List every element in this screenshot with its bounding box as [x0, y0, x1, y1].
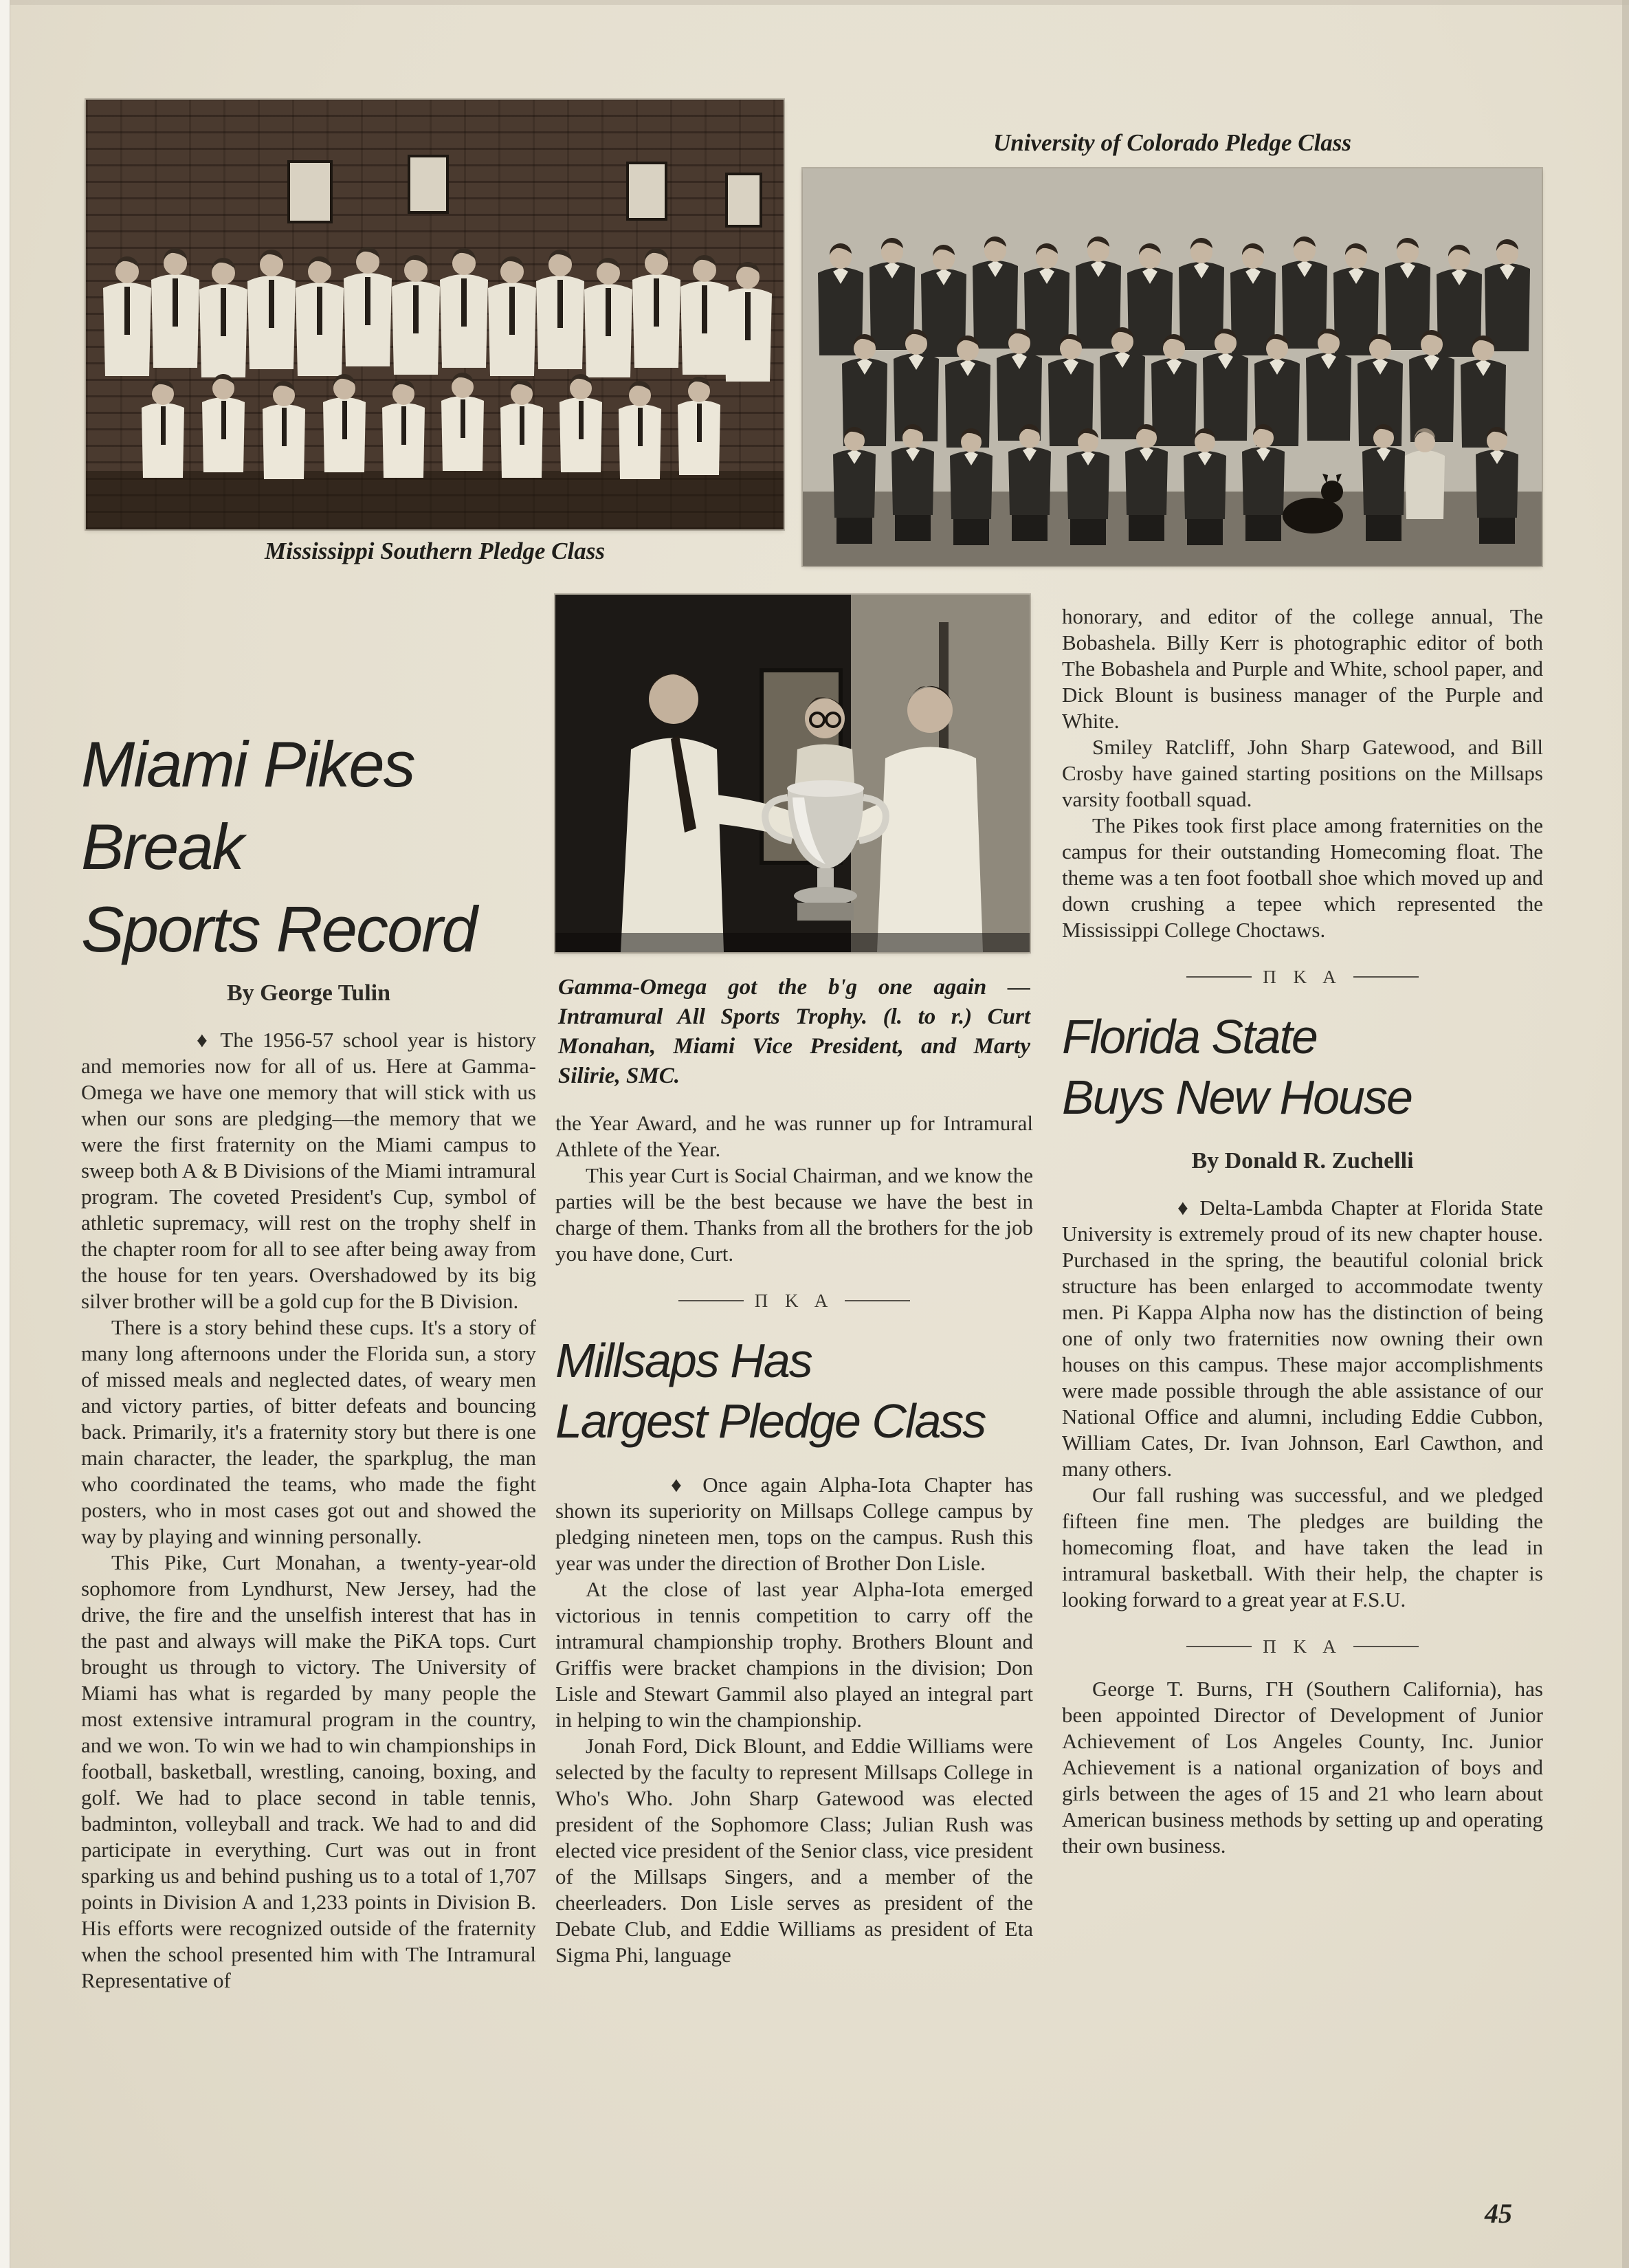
page-left-edge — [0, 0, 10, 2268]
trophy-photo — [555, 595, 1030, 952]
group-photo-illustration — [86, 100, 784, 529]
pika-divider-text: Π K A — [1263, 1636, 1342, 1657]
divider-rule — [1186, 1646, 1252, 1647]
paragraph: George T. Burns, ΓH (Southern California), has been appointed Director of Development of Junior Achievement of Los Angeles County, Inc. Junior Achievement is a national organization of boys and girls between the ages of 15 and 21 who learn about American business methods by setting up and operating their own business. — [1062, 1677, 1543, 1858]
article-fsu-title — [1062, 1006, 1543, 1127]
divider-rule — [678, 1300, 744, 1301]
paragraph: This Pike, Curt Monahan, a twenty-year-old sophomore from Lyndhurst, New Jersey, had the drive, the fire and the unselfish interest that has in the past and always will make the PiKA tops. Curt brought us through to victory. The University of Miami has what is regarded by many people the most extensive intramural program in the country, and we won. To win we had to win championships in football, basketball, wrestling, canoing, boxing, and golf. We had to place second in table tennis, badminton, volleyball and track. We had to and did participate in everything. Curt was out in front sparking us and behind pushing us to a total of 1,707 points in Division A and 1,233 points in Division B. His efforts were recognized outside of the fraternity when the school presented him with The Intramural Representative of — [81, 1550, 536, 1992]
pika-divider-text: Π K A — [1263, 967, 1342, 987]
pika-divider — [1062, 1633, 1543, 1660]
paragraph: At the close of last year Alpha-Iota emerged victorious in tennis competition to carry off the intramural championship trophy. Brothers Blount and Griffis were bracket champions in the division; Don Lisle and Stewart Gammil also played an integral part in helping to win the championship. — [555, 1577, 1033, 1732]
headline-line: Largest Pledge Class — [555, 1394, 986, 1448]
paragraph: honorary, and editor of the college annual, The Bobashela. Billy Kerr is photographic editor of both The Bobashela and Purple and White, school paper, and Dick Blount is business manager of the Purple and White. — [1062, 604, 1543, 733]
paragraph: ♦ The 1956-57 school year is history and memories now for all of us. Here at Gamma-Omega we have one memory that will stick with us when our sons are pledging—the memory that we were the first fraternity on the Miami campus to sweep both A & B Divisions of the Miami intramural program. The coveted President's Cup, symbol of athletic supremacy, will rest on the trophy shelf in the chapter room for all to see after being away from the house for ten years. Overshadowed by its big silver brother will be a gold cup for the B Division. — [81, 1028, 536, 1313]
group-photo-illustration — [803, 168, 1542, 566]
colorado-photo-caption: University of Colorado Pledge Class — [993, 129, 1352, 156]
divider-rule — [1353, 1646, 1419, 1647]
headline-line: Millsaps Has — [555, 1334, 812, 1387]
divider-rule — [845, 1300, 910, 1301]
paragraph: This year Curt is Social Chairman, and we know the parties will be the best because we have the best in charge of them. Thanks from all the brothers for the job you have done, Curt. — [555, 1163, 1033, 1266]
page-number: 45 — [1485, 2198, 1512, 2229]
article-fsu-body — [1062, 1195, 1543, 1613]
article-millsaps-body — [555, 1472, 1033, 1968]
article-millsaps-continuation — [1062, 604, 1543, 943]
paragraph: Our fall rushing was successful, and we pledged fifteen fine men. The pledges are building the homecoming float, and have taken the lead in intramural basketball. With their help, the chapter is looking forward to a great year at F.S.U. — [1062, 1483, 1543, 1611]
article-millsaps-title — [555, 1330, 1033, 1451]
news-brief-burns — [1062, 1676, 1543, 1859]
page-right-edge — [1622, 0, 1629, 2268]
trophy-photo-illustration — [555, 595, 1030, 952]
headline-line: Miami Pikes Break — [81, 728, 414, 883]
page-top-edge — [0, 0, 1629, 5]
headline-line: Buys New House — [1062, 1070, 1412, 1124]
mississippi-photo-caption: Mississippi Southern Pledge Class — [265, 538, 605, 564]
article-miami-continuation — [555, 1110, 1033, 1267]
headline-line: Florida State — [1062, 1010, 1317, 1064]
paragraph: Smiley Ratcliff, John Sharp Gatewood, and Bill Crosby have gained starting positions on the Millsaps varsity football squad. — [1062, 735, 1543, 811]
paragraph: The Pikes took first place among fraternities on the campus for their outstanding Homecoming float. The theme was a ten foot football shoe which moved up and down crushing a tepee which represented the Mississippi College Choctaws. — [1062, 813, 1543, 942]
divider-rule — [1186, 976, 1252, 978]
divider-rule — [1353, 976, 1419, 978]
pika-divider-text: Π K A — [754, 1290, 834, 1311]
headline-line: Sports Record — [81, 893, 476, 965]
paragraph: the Year Award, and he was runner up for Intramural Athlete of the Year. — [555, 1111, 1033, 1161]
article-miami-byline: By George Tulin — [226, 980, 391, 1006]
middle-column — [555, 595, 1033, 1968]
paragraph: ♦ Delta-Lambda Chapter at Florida State University is extremely proud of its new chapter house. Purchased in the spring, the beautiful colonial brick structure has been enlarged to accommodate twenty men. Pi Kappa Alpha now has the distinction of being one of only two fraternities now owning their own houses on this campus. These major accomplishments were made possible through the able assistance of our National Office and alumni, including Eddie Cubbon, William Cates, Dr. Ivan Johnson, Earl Cawthon, and many others. — [1062, 1196, 1543, 1481]
article-miami-body — [81, 1027, 536, 1994]
mississippi-southern-photo — [86, 100, 784, 529]
paragraph: Jonah Ford, Dick Blount, and Eddie Williams were selected by the faculty to represent Millsaps College in Who's Who. John Sharp Gatewood was elected president of the Sophomore Class; Julian Rush was elected vice president of the Senior class, vice president of the Millsaps Singers, and a member of the cheerleaders. Don Lisle serves as president of the Debate Club, and Eddie Williams as president of Eta Sigma Phi, language — [555, 1734, 1033, 1967]
right-column — [1062, 604, 1543, 1859]
colorado-photo — [803, 168, 1542, 566]
article-miami — [81, 723, 536, 1994]
paragraph: ♦ Once again Alpha-Iota Chapter has shown its superiority on Millsaps College campus by pledging nineteen men, tops on the campus. Rush this year was under the direction of Brother Don Lisle. — [555, 1473, 1033, 1575]
pika-divider — [555, 1288, 1033, 1314]
pika-divider — [1062, 964, 1543, 990]
article-miami-title — [81, 723, 536, 971]
paragraph: There is a story behind these cups. It's a story of many long afternoons under the Florida sun, a story of missed meals and neglected dates, of weary men and victory parties, of bitter defeats and bouncing back. Primarily, it's a fraternity story but there is one main character, the leader, the sparkplug, the man who coordinated the teams, who made the fight posters, who in most cases got out and showed the way by playing and winning personally. — [81, 1315, 536, 1548]
article-fsu-byline: By Donald R. Zuchelli — [1191, 1148, 1414, 1174]
trophy-photo-caption: Gamma-Omega got the b'g one again —Intramural All Sports Trophy. (l. to r.) Curt Monahan, Miami Vice President, and Marty Silirie, SMC. — [558, 975, 1030, 1088]
